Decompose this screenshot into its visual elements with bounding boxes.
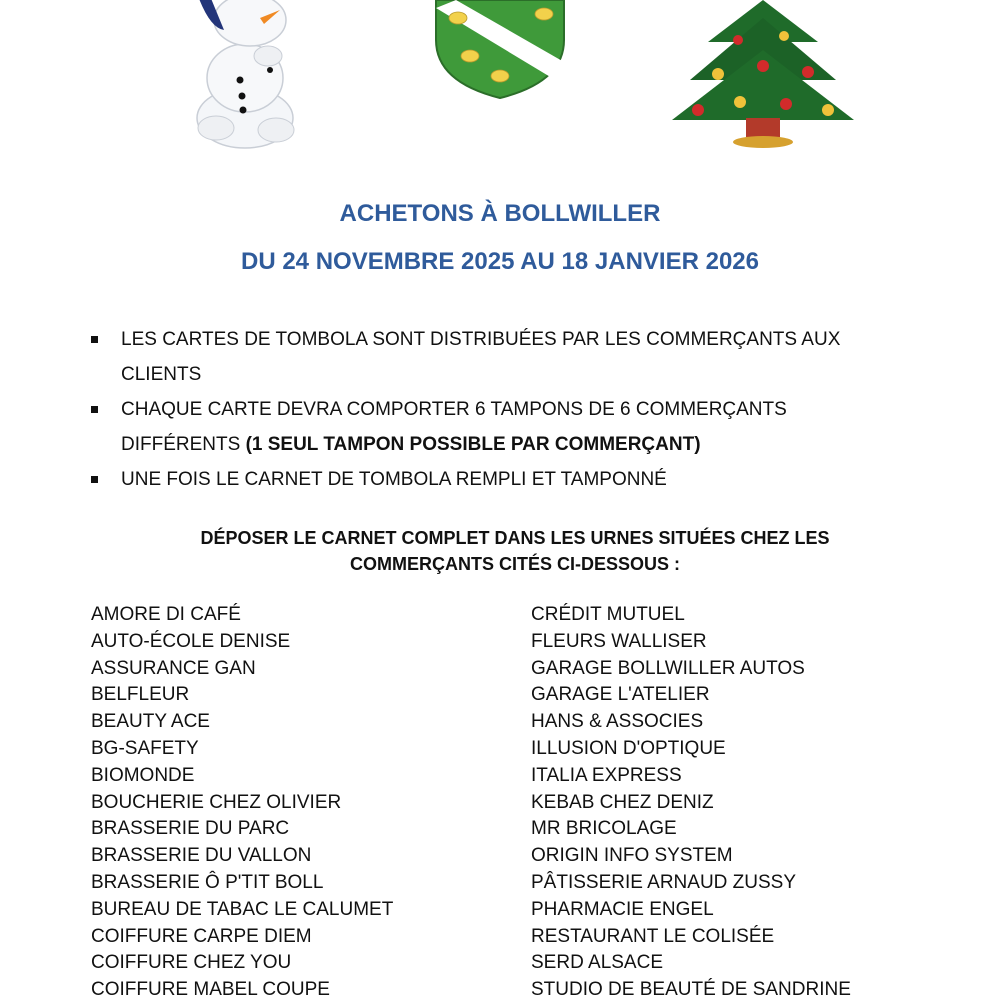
headline-title: ACHETONS À BOLLWILLER <box>339 200 661 227</box>
shop-item: COIFFURE CARPE DIEM <box>91 925 312 947</box>
shop-item: CRÉDIT MUTUEL <box>531 604 685 625</box>
rule-text: LES CARTES DE TOMBOLA SONT DISTRIBUÉES PAR LES COMMERÇANTS AUX CLIENTS <box>121 329 841 385</box>
shop-list-right <box>531 602 851 1004</box>
bollwiller-crest <box>432 0 568 100</box>
shop-item: MR BRICOLAGE <box>531 818 677 840</box>
rule-emphasis: (1 SEUL TAMPON POSSIBLE PAR COMMERÇANT) <box>245 434 701 455</box>
rule-item <box>91 462 911 497</box>
shop-item: GARAGE BOLLWILLER AUTOS <box>531 657 805 679</box>
shop-item: KEBAB CHEZ DENIZ <box>531 791 714 813</box>
shop-item: BRASSERIE DU PARC <box>91 818 290 840</box>
bullet-square-icon <box>91 476 98 483</box>
drop-notice-line-2: COMMERÇANTS CITÉS CI-DESSOUS : <box>349 554 680 574</box>
rule-text: CHAQUE CARTE DEVRA COMPORTER 6 TAMPONS DE 6 COMMERÇANTS DIFFÉRENTS <box>121 399 787 455</box>
headline-dates: DU 24 NOVEMBRE 2025 AU 18 JANVIER 2026 <box>241 248 759 275</box>
shop-item: BUREAU DE TABAC LE CALUMET <box>91 898 394 920</box>
shop-item: PHARMACIE ENGEL <box>531 898 714 920</box>
shop-item: BRASSERIE DU VALLON <box>91 845 312 867</box>
shop-item: COIFFURE CHEZ YOU <box>91 952 292 974</box>
shop-item: BG-SAFETY <box>91 737 199 759</box>
rules-list <box>91 322 911 497</box>
rule-item <box>91 322 911 392</box>
shop-item: COIFFURE MABEL COUPE <box>91 979 330 1001</box>
shop-list-left <box>91 602 393 1004</box>
shop-item: SERD ALSACE <box>531 952 663 974</box>
shop-item: AUTO-ÉCOLE DENISE <box>91 630 291 652</box>
shop-item: BEAUTY ACE <box>91 711 210 733</box>
shop-item: HANS & ASSOCIES <box>531 711 704 733</box>
shop-item: RESTAURANT LE COLISÉE <box>531 925 775 947</box>
shop-item: GARAGE L'ATELIER <box>531 684 710 706</box>
shop-item: PÂTISSERIE ARNAUD ZUSSY <box>531 871 797 893</box>
rule-text: UNE FOIS LE CARNET DE TOMBOLA REMPLI ET TAMPONNÉ <box>121 469 667 490</box>
christmas-tree-illustration <box>668 0 858 152</box>
shop-item: ITALIA EXPRESS <box>531 764 682 786</box>
shop-item: AMORE DI CAFÉ <box>91 604 241 625</box>
shop-item: BELFLEUR <box>91 684 190 706</box>
shop-item: BRASSERIE Ô P'TIT BOLL <box>91 871 324 893</box>
shop-item: BIOMONDE <box>91 764 195 786</box>
shop-item: ILLUSION D'OPTIQUE <box>531 737 726 759</box>
shop-item: ASSURANCE GAN <box>91 657 256 679</box>
shop-item: BOUCHERIE CHEZ OLIVIER <box>91 791 342 813</box>
bullet-square-icon <box>91 336 98 343</box>
drop-notice <box>130 525 900 577</box>
shop-item: STUDIO DE BEAUTÉ DE SANDRINE <box>531 979 851 1001</box>
shop-item: ORIGIN INFO SYSTEM <box>531 845 733 867</box>
bullet-square-icon <box>91 406 98 413</box>
snowman-illustration <box>180 0 310 150</box>
drop-notice-line-1: DÉPOSER LE CARNET COMPLET DANS LES URNES SITUÉES CHEZ LES <box>200 528 830 548</box>
shop-item: FLEURS WALLISER <box>531 630 707 652</box>
rule-item <box>91 392 911 462</box>
